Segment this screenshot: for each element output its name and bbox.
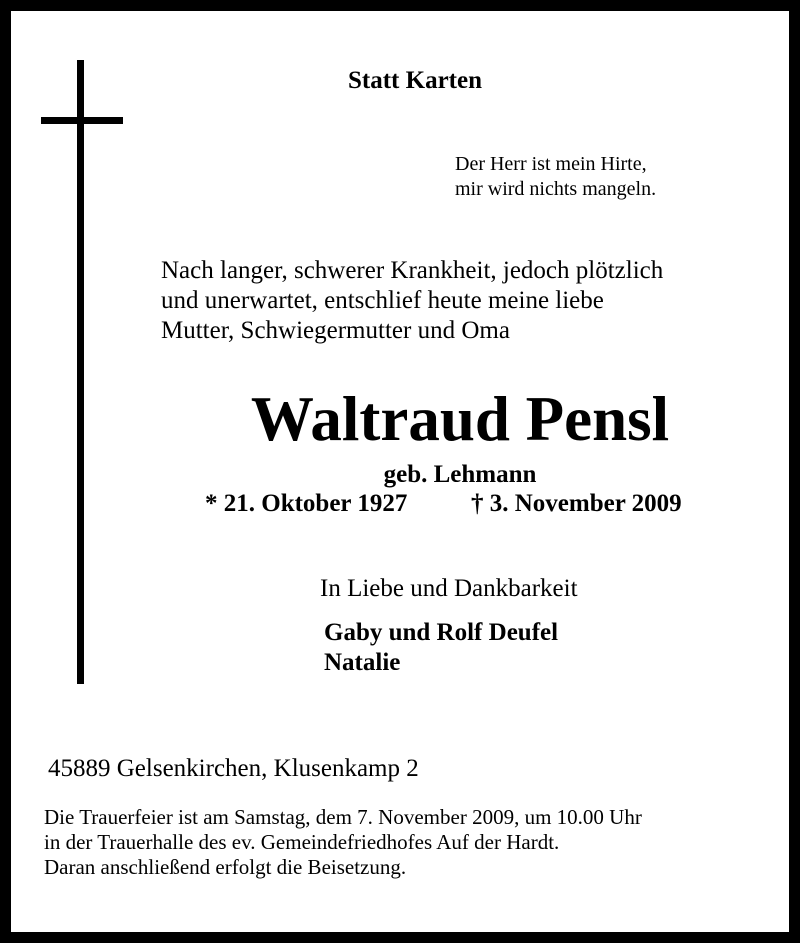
intro-line: und unerwartet, entschlief heute meine liebe bbox=[161, 287, 604, 314]
mourners-list bbox=[324, 618, 558, 678]
psalm-line: mir wird nichts mangeln. bbox=[455, 178, 657, 200]
funeral-line: Daran anschließend erfolgt die Beisetzung. bbox=[44, 855, 407, 879]
birth-date: * 21. Oktober 1927 bbox=[205, 490, 408, 517]
deceased-name: Waltraud Pensl bbox=[250, 384, 670, 454]
funeral-line: Die Trauerfeier ist am Samstag, dem 7. November 2009, um 10.00 Uhr bbox=[44, 805, 642, 829]
funeral-info bbox=[44, 805, 642, 880]
cross-horizontal-bar bbox=[41, 117, 123, 124]
cross-vertical-bar bbox=[77, 60, 84, 684]
mourner-name: Gaby und Rolf Deufel bbox=[324, 619, 559, 646]
intro-text bbox=[161, 256, 663, 346]
gratitude-line: In Liebe und Dankbarkeit bbox=[320, 575, 578, 602]
address-line: 45889 Gelsenkirchen, Klusenkamp 2 bbox=[48, 755, 419, 782]
mourner-name: Natalie bbox=[324, 649, 401, 676]
maiden-name: geb. Lehmann bbox=[383, 461, 537, 488]
psalm-line: Der Herr ist mein Hirte, bbox=[455, 153, 647, 175]
funeral-line: in der Trauerhalle des ev. Gemeindefriedhofes Auf der Hardt. bbox=[44, 830, 560, 854]
psalm-quote bbox=[455, 152, 656, 202]
header-title: Statt Karten bbox=[348, 67, 482, 94]
death-date: † 3. November 2009 bbox=[471, 490, 682, 517]
intro-line: Mutter, Schwiegermutter und Oma bbox=[161, 317, 510, 344]
intro-line: Nach langer, schwerer Krankheit, jedoch plötzlich bbox=[161, 257, 664, 284]
